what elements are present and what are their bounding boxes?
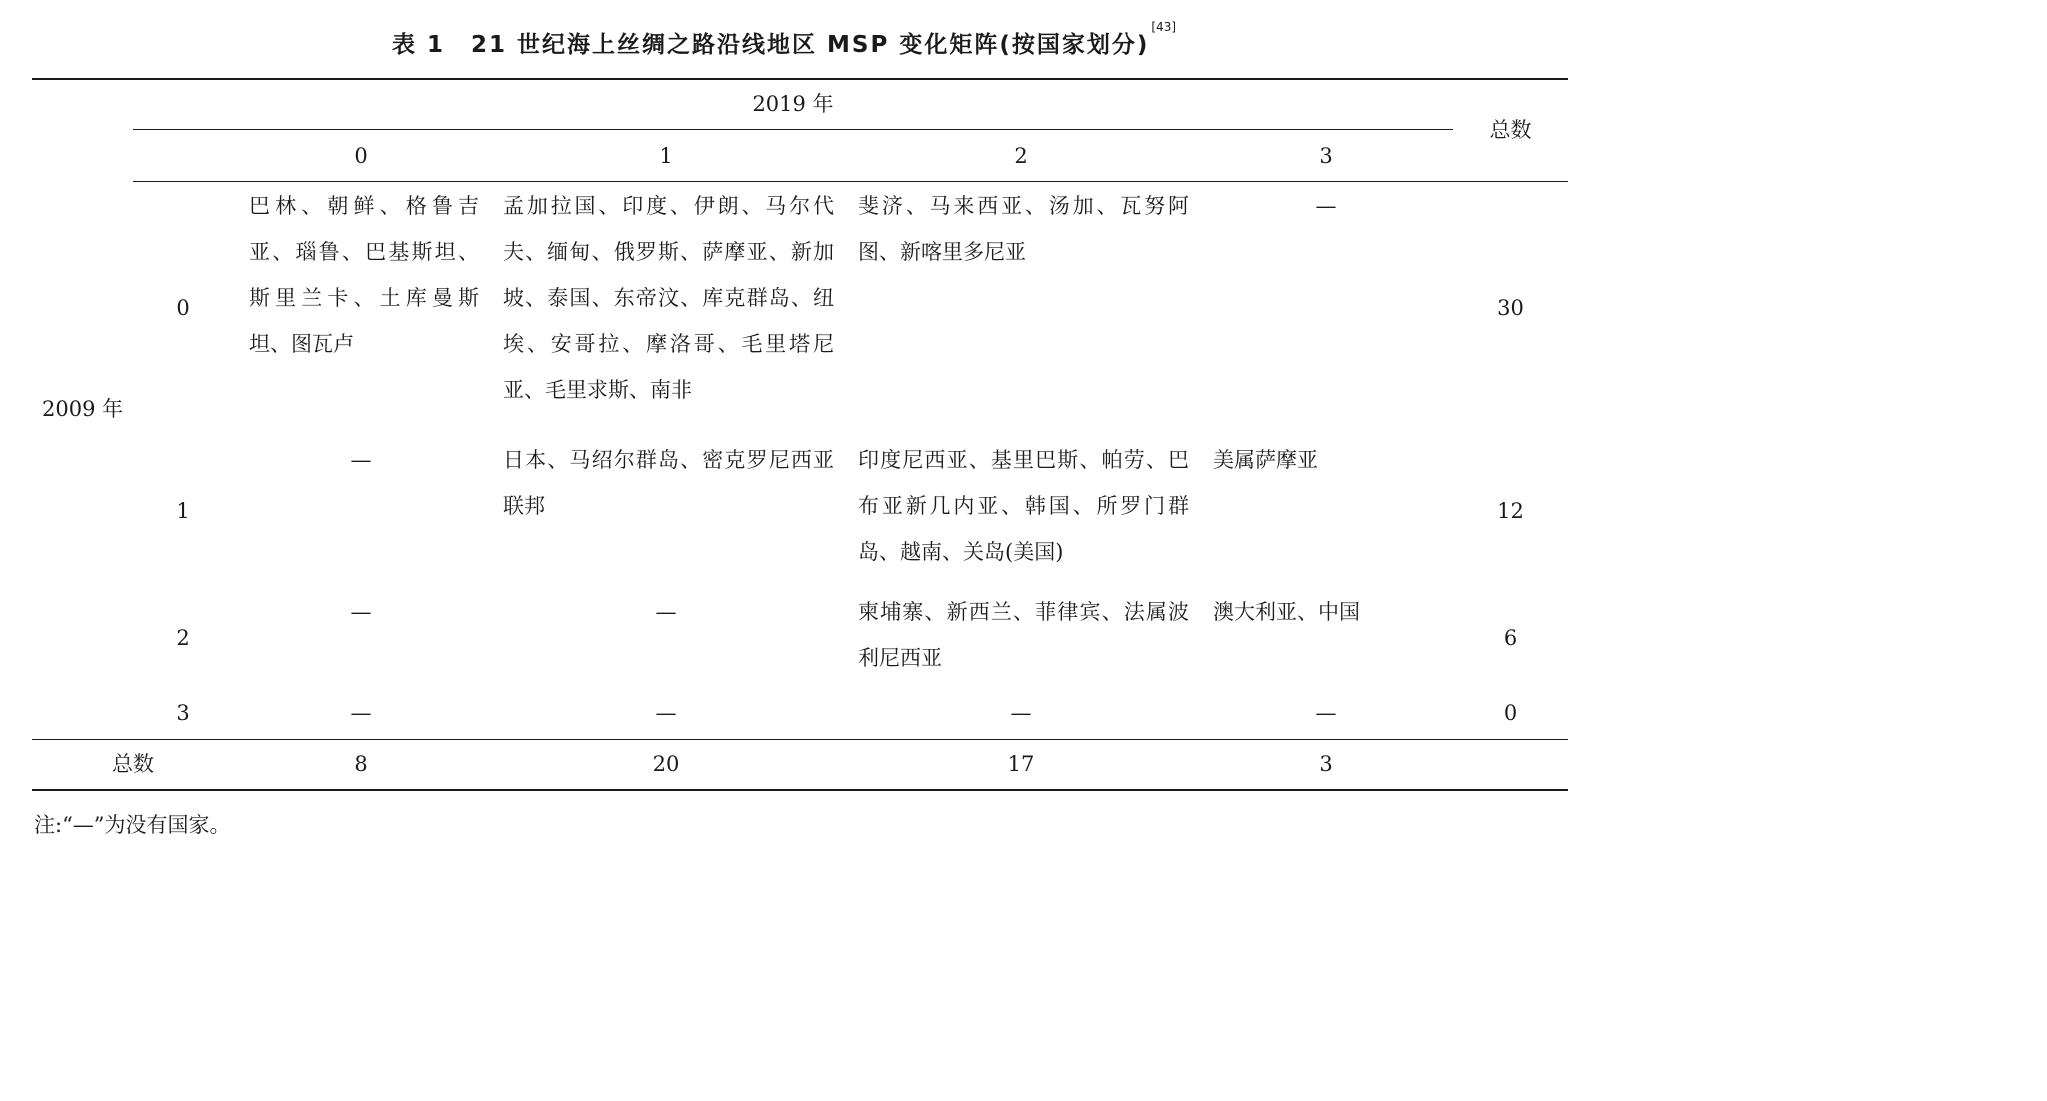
row-label: 1	[176, 499, 190, 523]
table-cell: —	[655, 600, 677, 624]
bottom-rule	[32, 789, 1568, 791]
table-cell: —	[350, 701, 372, 725]
column-total: 8	[354, 752, 368, 776]
column-header: 3	[1319, 144, 1333, 168]
table-note: 注:“—”为没有国家。	[34, 813, 231, 837]
table-title-text: 21 世纪海上丝绸之路沿线地区 MSP 变化矩阵(按国家划分)	[471, 32, 1150, 58]
column-header: 2	[1014, 144, 1028, 168]
table-cell: —	[1010, 701, 1032, 725]
table-title	[0, 20, 1568, 59]
table-cell: —	[655, 701, 677, 725]
total-column-header: 总数	[1489, 118, 1532, 142]
total-rule	[32, 739, 1568, 740]
table-label: 表 1	[391, 32, 445, 58]
table-cell: 美属萨摩亚	[1213, 448, 1318, 472]
column-header: 1	[659, 144, 673, 168]
column-group-header: 2019 年	[752, 92, 834, 116]
row-label: 0	[176, 296, 190, 320]
row-group-header: 2009 年	[42, 397, 124, 421]
table-cell: 孟加拉国、印度、伊朗、马尔代夫、缅甸、俄罗斯、萨摩亚、新加坡、泰国、东帝汶、库克群岛、纽埃、安哥拉、摩洛哥、毛里塔尼亚、毛里求斯、南非	[503, 194, 834, 402]
row-total: 6	[1503, 626, 1518, 650]
table-cell: —	[1315, 194, 1337, 218]
table-cell: 柬埔寨、新西兰、菲律宾、法属波利尼西亚	[858, 600, 1189, 670]
column-group-rule	[133, 129, 1453, 130]
column-total: 17	[1007, 752, 1035, 776]
column-total: 20	[652, 752, 680, 776]
row-label: 2	[176, 626, 190, 650]
total-row-label: 总数	[112, 752, 154, 776]
table-cell: —	[350, 600, 372, 624]
reference-marker: [43]	[1151, 20, 1177, 34]
table-cell: 澳大利亚、中国	[1213, 600, 1360, 624]
row-total: 30	[1497, 296, 1524, 320]
table-cell: 斐济、马来西亚、汤加、瓦努阿图、新喀里多尼亚	[858, 194, 1189, 264]
column-header: 0	[354, 144, 368, 168]
header-rule	[133, 181, 1568, 182]
row-total: 0	[1503, 701, 1518, 725]
column-total: 3	[1319, 752, 1333, 776]
table-cell: 日本、马绍尔群岛、密克罗尼西亚联邦	[503, 448, 834, 518]
table-cell: 印度尼西亚、基里巴斯、帕劳、巴布亚新几内亚、韩国、所罗门群岛、越南、关岛(美国)	[858, 448, 1189, 564]
table-cell: —	[350, 448, 372, 472]
table-cell: 巴林、朝鲜、格鲁吉亚、瑙鲁、巴基斯坦、斯里兰卡、土库曼斯坦、图瓦卢	[249, 194, 479, 356]
row-label: 3	[176, 701, 190, 725]
row-total: 12	[1497, 499, 1524, 523]
table-cell: —	[1315, 701, 1337, 725]
top-rule	[32, 78, 1568, 80]
